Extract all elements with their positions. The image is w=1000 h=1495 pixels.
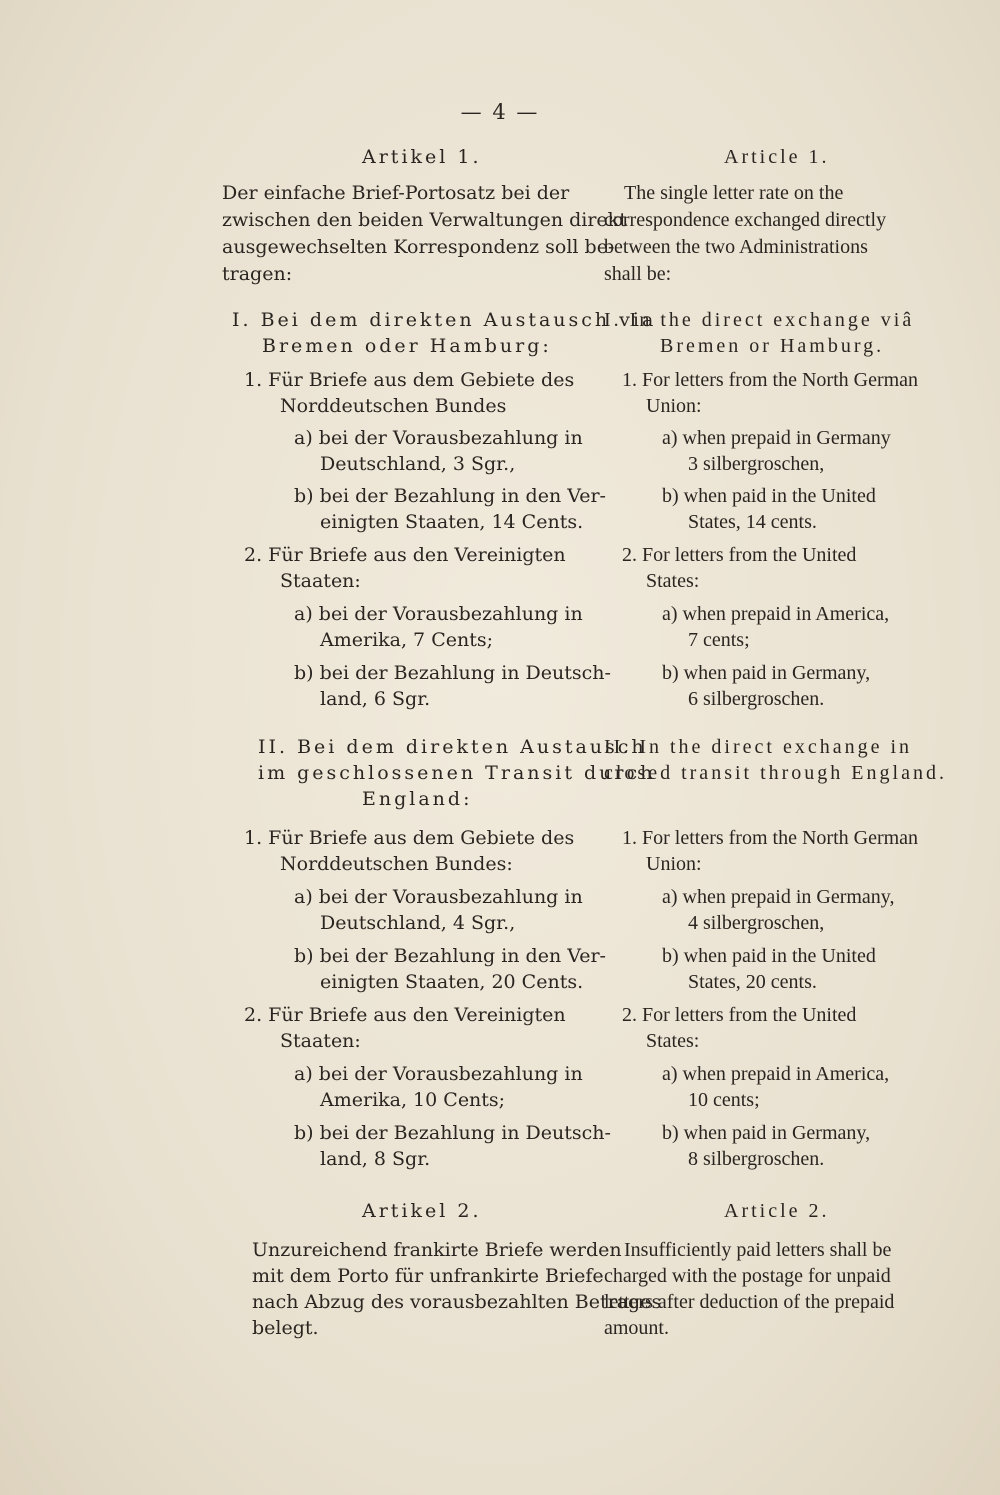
english-text-line: a) when prepaid in Germany, xyxy=(662,886,895,908)
english-text-line: b) when paid in the United xyxy=(662,945,876,967)
german-text-line: Amerika, 7 Cents; xyxy=(320,629,493,651)
english-text-line: Union: xyxy=(646,395,702,417)
english-text-line: States, 14 cents. xyxy=(688,511,817,533)
german-text-line: ausgewechselten Korrespondenz soll be- xyxy=(222,236,615,258)
german-text-line: zwischen den beiden Verwaltungen direkt xyxy=(222,209,627,231)
german-text-line: Norddeutschen Bundes xyxy=(280,395,507,417)
page-number: — 4 — xyxy=(460,100,540,124)
german-text-line: Der einfache Brief-Portosatz bei der xyxy=(222,182,570,204)
german-text-line: Bremen oder Hamburg: xyxy=(262,335,552,357)
german-text-line: 1. Für Briefe aus dem Gebiete des xyxy=(244,827,575,849)
english-text-line: correspondence exchanged directly xyxy=(604,209,887,231)
german-text-line: b) bei der Bezahlung in Deutsch- xyxy=(294,1122,611,1144)
english-text-line: amount. xyxy=(604,1317,669,1339)
german-text-line: land, 8 Sgr. xyxy=(320,1148,431,1170)
english-text-line: b) when paid in Germany, xyxy=(662,1122,871,1144)
german-text-line: nach Abzug des vorausbezahlten Betrages xyxy=(252,1291,662,1313)
english-text-line: between the two Administrations xyxy=(604,236,868,258)
english-text-line: b) when paid in the United xyxy=(662,485,876,507)
english-text-line: The single letter rate on the xyxy=(624,182,844,204)
german-text-line: b) bei der Bezahlung in Deutsch- xyxy=(294,662,611,684)
english-text-line: Bremen or Hamburg. xyxy=(660,335,885,357)
english-text-line: I. In the direct exchange viâ xyxy=(604,309,915,331)
english-text-line: a) when prepaid in America, xyxy=(662,1063,890,1085)
german-text-line: Amerika, 10 Cents; xyxy=(320,1089,506,1111)
german-text-line: einigten Staaten, 14 Cents. xyxy=(320,511,584,533)
german-text-line: a) bei der Vorausbezahlung in xyxy=(294,427,583,449)
german-text-line: 2. Für Briefe aus den Vereinigten xyxy=(244,544,566,566)
english-text-line: II. In the direct exchange in xyxy=(604,736,913,758)
german-text-line: a) bei der Vorausbezahlung in xyxy=(294,603,583,625)
english-text-line: a) when prepaid in Germany xyxy=(662,427,891,449)
english-text-line: 8 silbergroschen. xyxy=(688,1148,825,1170)
english-text-line: b) when paid in Germany, xyxy=(662,662,871,684)
german-text-line: a) bei der Vorausbezahlung in xyxy=(294,886,583,908)
german-text-line: II. Bei dem direkten Austausch xyxy=(258,736,647,758)
german-text-line: einigten Staaten, 20 Cents. xyxy=(320,971,584,993)
german-text-line: im geschlossenen Transit durch xyxy=(258,762,656,784)
german-text-line: Norddeutschen Bundes: xyxy=(280,853,513,875)
english-text-line: 1. For letters from the North German xyxy=(622,827,919,849)
english-text-line: Article 1. xyxy=(724,146,830,168)
english-text-line: closed transit through England. xyxy=(604,762,947,784)
german-text-line: Artikel 1. xyxy=(362,146,482,168)
german-text-line: a) bei der Vorausbezahlung in xyxy=(294,1063,583,1085)
german-text-line: 2. Für Briefe aus den Vereinigten xyxy=(244,1004,566,1026)
german-text-line: Deutschland, 4 Sgr., xyxy=(320,912,516,934)
english-text-line: States: xyxy=(646,570,700,592)
english-text-line: Union: xyxy=(646,853,702,875)
german-text-line: Unzureichend frankirte Briefe werden xyxy=(252,1239,622,1261)
english-text-line: Article 2. xyxy=(724,1200,830,1222)
english-text-line: letters after deduction of the prepaid xyxy=(604,1291,895,1313)
german-text-line: b) bei der Bezahlung in den Ver- xyxy=(294,945,606,967)
german-text-line: England: xyxy=(362,788,473,810)
german-text-line: land, 6 Sgr. xyxy=(320,688,431,710)
english-text-line: shall be: xyxy=(604,263,672,285)
english-text-line: 1. For letters from the North German xyxy=(622,369,919,391)
english-text-line: 2. For letters from the United xyxy=(622,544,857,566)
english-text-line: 6 silbergroschen. xyxy=(688,688,825,710)
german-text-line: Deutschland, 3 Sgr., xyxy=(320,453,516,475)
german-text-line: I. Bei dem direkten Austausch via xyxy=(232,309,657,331)
german-text-line: Artikel 2. xyxy=(362,1200,482,1222)
english-text-line: States, 20 cents. xyxy=(688,971,817,993)
german-text-line: b) bei der Bezahlung in den Ver- xyxy=(294,485,606,507)
german-text-line: 1. Für Briefe aus dem Gebiete des xyxy=(244,369,575,391)
english-text-line: charged with the postage for unpaid xyxy=(604,1265,891,1287)
german-text-line: Staaten: xyxy=(280,1030,361,1052)
german-text-line: mit dem Porto für unfrankirte Briefe xyxy=(252,1265,604,1287)
german-text-line: Staaten: xyxy=(280,570,361,592)
english-text-line: Insufficiently paid letters shall be xyxy=(624,1239,892,1261)
german-text-line: tragen: xyxy=(222,263,293,285)
german-text-line: belegt. xyxy=(252,1317,319,1339)
english-text-line: 3 silbergroschen, xyxy=(688,453,825,475)
english-text-line: States: xyxy=(646,1030,700,1052)
english-text-line: 4 silbergroschen, xyxy=(688,912,825,934)
english-text-line: 10 cents; xyxy=(688,1089,760,1111)
english-text-line: a) when prepaid in America, xyxy=(662,603,890,625)
english-text-line: 7 cents; xyxy=(688,629,750,651)
english-text-line: 2. For letters from the United xyxy=(622,1004,857,1026)
